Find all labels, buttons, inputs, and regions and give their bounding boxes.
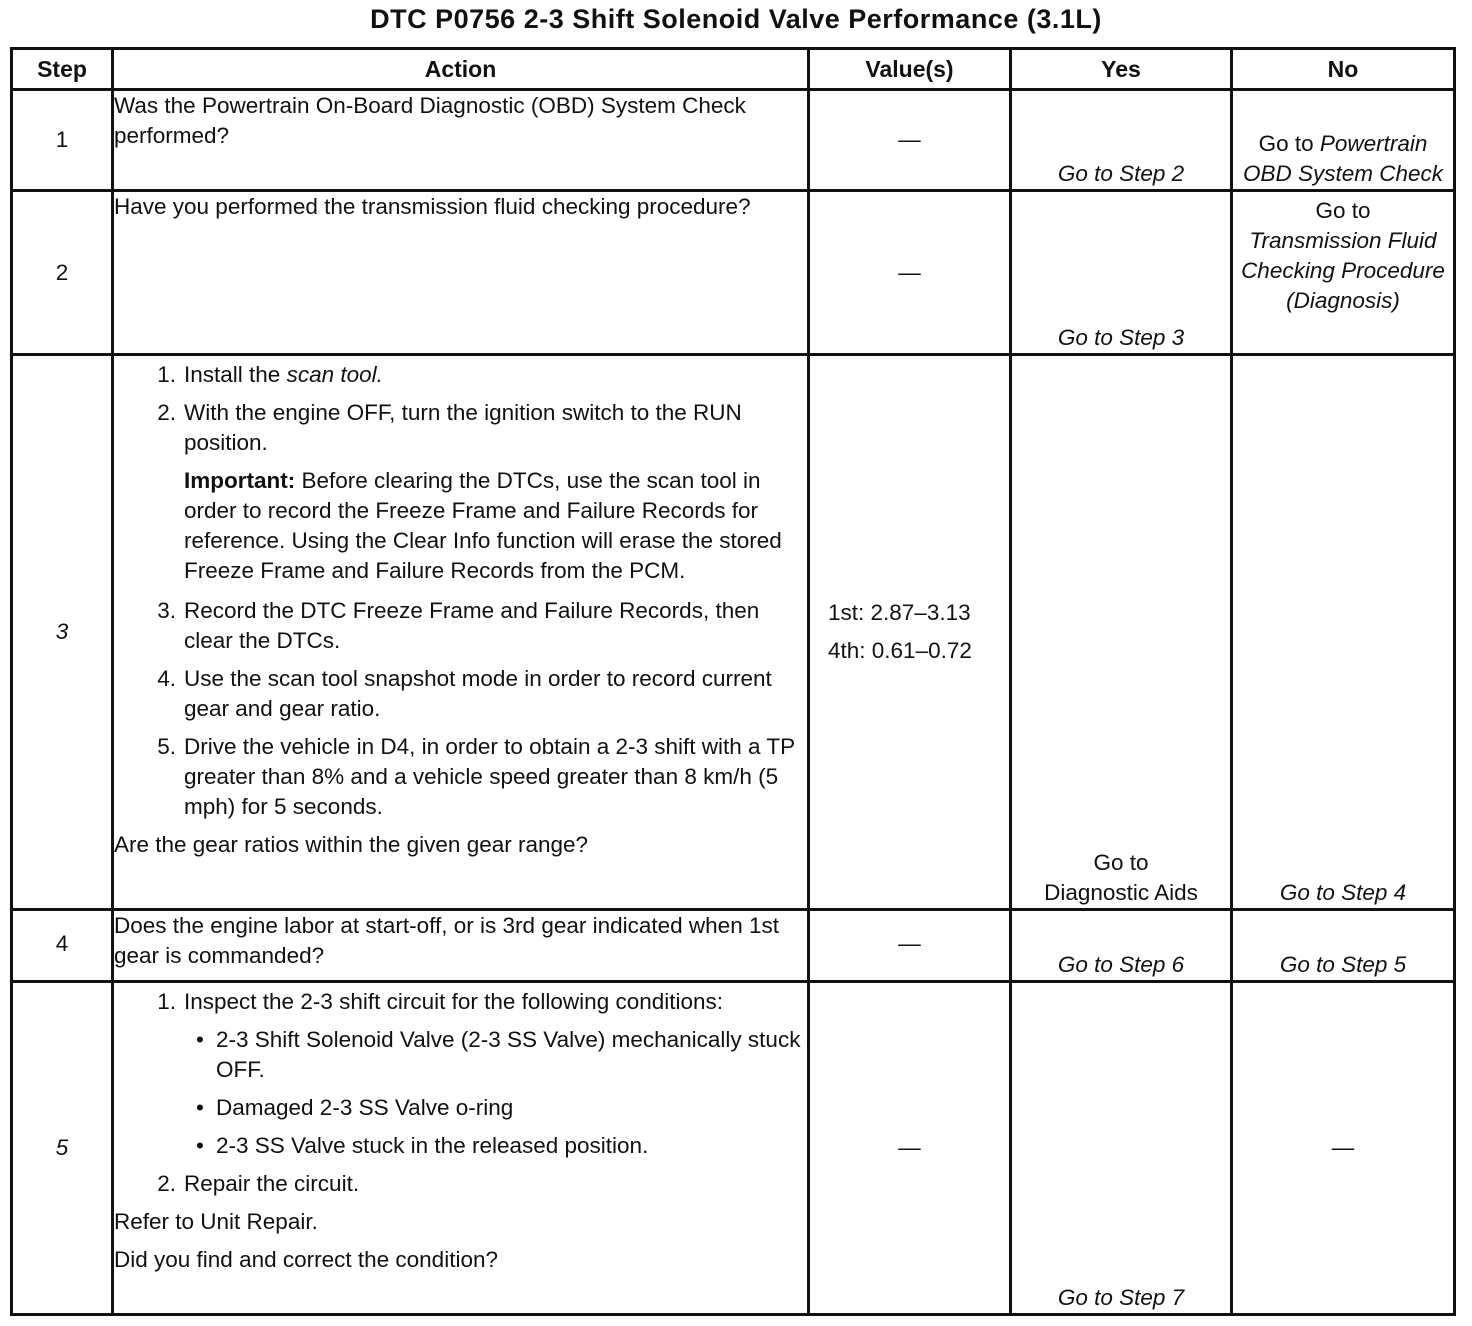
yes-cell <box>1011 982 1232 1315</box>
list-number: 2. <box>157 1171 176 1196</box>
action-cell <box>113 355 809 910</box>
no-cell <box>1232 90 1455 191</box>
yes-prefix: Go to <box>1093 850 1149 875</box>
no-text: — <box>1331 1135 1355 1160</box>
important-note <box>184 466 807 586</box>
yes-link[interactable]: Go to Step 6 <box>1057 952 1185 977</box>
value-range-1st: 1st: 2.87–3.13 <box>828 600 971 625</box>
yes-cell <box>1011 90 1232 191</box>
step-number: 1 <box>12 90 113 191</box>
question-text: Did you find and correct the condition? <box>114 1247 498 1272</box>
action-text: Was the Powertrain On-Board Diagnostic (OBD) System Check performed? <box>114 93 746 148</box>
list-text: Use the scan tool snapshot mode in order to record current gear and gear ratio. <box>184 666 772 721</box>
bullet-item <box>184 1025 807 1085</box>
list-item <box>114 732 807 822</box>
value-text: — <box>898 931 921 956</box>
no-prefix: Go to <box>1258 131 1314 156</box>
list-text: Repair the circuit. <box>184 1171 360 1196</box>
value-text: — <box>898 1135 921 1160</box>
yes-link[interactable]: Go to Step 2 <box>1057 161 1185 186</box>
important-text: Before clearing the DTCs, use the scan tool in order to record the Freeze Frame and Failure Records for reference. Using the Clear Info function will erase the stored Freeze Frame and Failure Records from the PCM. <box>184 468 782 583</box>
list-item <box>114 1169 807 1199</box>
list-number: 3. <box>157 598 176 623</box>
list-text: With the engine OFF, turn the ignition switch to the RUN position. <box>184 400 742 455</box>
list-number: 1. <box>157 362 176 387</box>
table-row <box>12 982 1455 1315</box>
header-yes: Yes <box>1011 49 1232 90</box>
table-row <box>12 355 1455 910</box>
header-values: Value(s) <box>809 49 1011 90</box>
value-cell <box>809 90 1011 191</box>
list-number: 5. <box>157 734 176 759</box>
no-link[interactable]: Powertrain OBD System Check <box>1242 131 1444 186</box>
no-link[interactable]: Go to Step 4 <box>1279 880 1407 905</box>
bullet-text: 2-3 Shift Solenoid Valve (2-3 SS Valve) mechanically stuck OFF. <box>216 1027 801 1082</box>
list-text: Drive the vehicle in D4, in order to obtain a 2-3 shift with a TP greater than 8% and a vehicle speed greater than 8 km/h (5 mph) for 5 seconds. <box>184 734 795 819</box>
yes-link[interactable]: Go to Step 3 <box>1057 325 1185 350</box>
list-item <box>114 398 807 458</box>
question-text: Are the gear ratios within the given gear range? <box>114 832 589 857</box>
list-number: 4. <box>157 666 176 691</box>
value-text: — <box>898 127 921 152</box>
value-range-4th: 4th: 0.61–0.72 <box>828 638 972 663</box>
no-link[interactable]: Go to Step 5 <box>1279 952 1407 977</box>
header-action: Action <box>113 49 809 90</box>
list-item <box>114 664 807 724</box>
value-cell <box>809 191 1011 355</box>
bullet-icon: • <box>196 1027 204 1052</box>
header-no: No <box>1232 49 1455 90</box>
yes-cell <box>1011 191 1232 355</box>
list-item <box>114 596 807 656</box>
step-number: 4 <box>12 910 113 982</box>
step-number: 2 <box>12 191 113 355</box>
bullet-item <box>184 1131 807 1161</box>
page-title: DTC P0756 2-3 Shift Solenoid Valve Performance (3.1L) <box>370 4 1102 34</box>
action-text: Does the engine labor at start-off, or is 3rd gear indicated when 1st gear is commanded? <box>114 913 779 968</box>
no-link[interactable]: Transmission Fluid Checking Procedure (Diagnosis) <box>1241 228 1445 313</box>
bullet-item <box>184 1093 807 1123</box>
step-number: 3 <box>12 355 113 910</box>
value-cell <box>809 910 1011 982</box>
action-text: Have you performed the transmission fluid checking procedure? <box>114 194 751 219</box>
list-item <box>114 987 807 1017</box>
list-text <box>184 360 807 390</box>
list-text: Record the DTC Freeze Frame and Failure Records, then clear the DTCs. <box>184 598 760 653</box>
no-cell <box>1232 355 1455 910</box>
bullet-text: 2-3 SS Valve stuck in the released position. <box>216 1133 649 1158</box>
no-prefix: Go to <box>1315 198 1371 223</box>
yes-cell <box>1011 910 1232 982</box>
list-number: 2. <box>157 400 176 425</box>
no-cell <box>1232 191 1455 355</box>
table-row <box>12 191 1455 355</box>
action-cell <box>113 191 809 355</box>
bullet-icon: • <box>196 1095 204 1120</box>
value-text: — <box>898 259 921 285</box>
yes-cell <box>1011 355 1232 910</box>
list-text: Inspect the 2-3 shift circuit for the following conditions: <box>184 989 724 1014</box>
yes-link[interactable]: Go to Step 7 <box>1057 1285 1185 1310</box>
step-number: 5 <box>12 982 113 1315</box>
no-cell <box>1232 910 1455 982</box>
list-text-plain: Install the <box>184 362 281 387</box>
value-cell <box>809 355 1011 910</box>
list-number: 1. <box>157 989 176 1014</box>
action-cell <box>113 910 809 982</box>
list-item <box>114 360 807 390</box>
table-header-row <box>12 49 1455 90</box>
table-row <box>12 90 1455 191</box>
important-label: Important: <box>184 468 296 493</box>
action-cell <box>113 982 809 1315</box>
yes-link[interactable]: Diagnostic Aids <box>1044 880 1198 905</box>
refer-text: Refer to Unit Repair. <box>114 1209 318 1234</box>
action-cell <box>113 90 809 191</box>
value-cell <box>809 982 1011 1315</box>
table-row <box>12 910 1455 982</box>
bullet-text: Damaged 2-3 SS Valve o-ring <box>216 1095 514 1120</box>
diagnostic-table <box>10 47 1456 1316</box>
header-step: Step <box>12 49 113 90</box>
bullet-icon: • <box>196 1133 204 1158</box>
no-cell <box>1232 982 1455 1315</box>
scan-tool-link: scan tool. <box>286 362 383 387</box>
